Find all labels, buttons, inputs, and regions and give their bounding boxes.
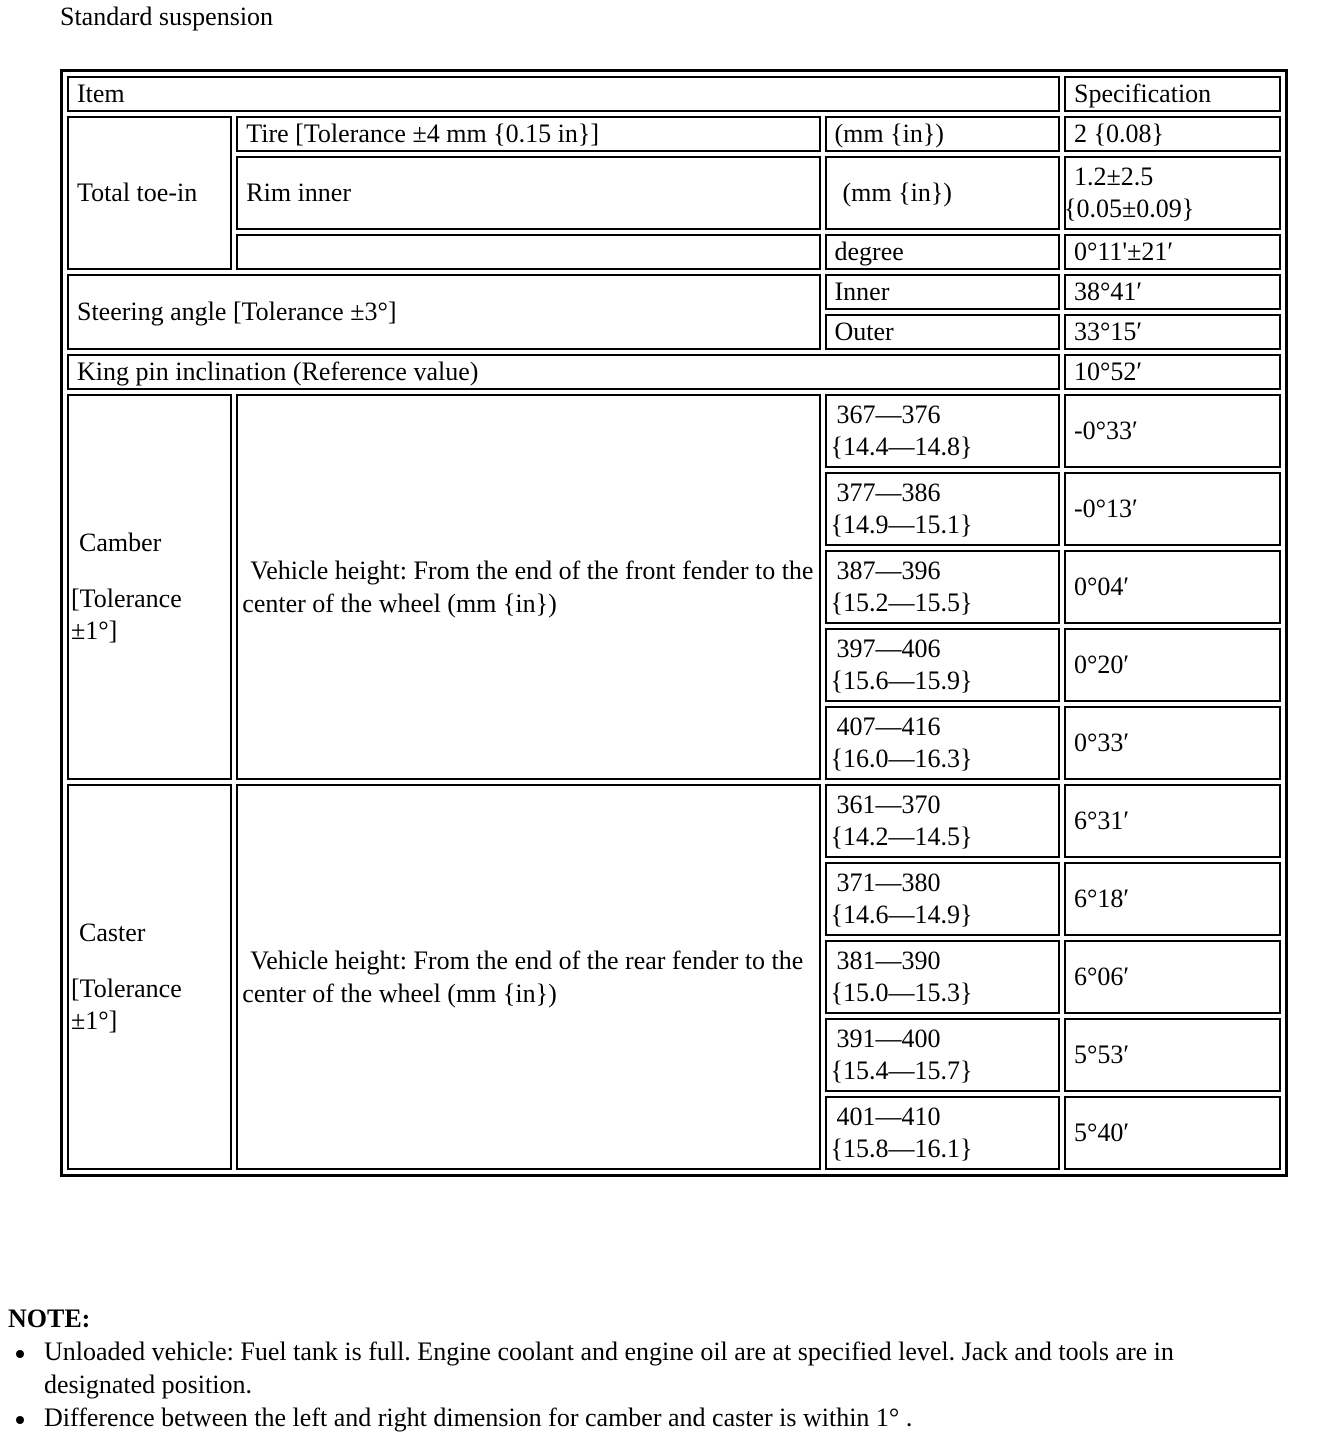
caster-spec: 6°06′ xyxy=(1064,940,1281,1014)
camber-height-mm: 407—416 xyxy=(836,712,941,741)
note-list xyxy=(8,1335,1194,1434)
table-row xyxy=(67,784,1281,858)
section-title: Standard suspension xyxy=(60,2,274,31)
camber-height-in: {15.2—15.5} xyxy=(830,588,973,617)
caster-height-mm: 381—390 xyxy=(836,946,941,975)
tire-spec: 2 {0.08} xyxy=(1064,116,1281,152)
steering-inner-spec: 38°41′ xyxy=(1064,274,1281,310)
caster-group xyxy=(67,784,1281,1170)
steering-inner-label: Inner xyxy=(825,274,1060,310)
camber-group xyxy=(67,394,1281,780)
caster-height-mm: 371—380 xyxy=(836,868,941,897)
caster-height-in: {14.2—14.5} xyxy=(830,822,973,851)
camber-spec: 0°20′ xyxy=(1064,628,1281,702)
rim-spec-line2: {0.05±0.09} xyxy=(1064,194,1195,223)
camber-spec: -0°13′ xyxy=(1064,472,1281,546)
degree-unit: degree xyxy=(825,234,1060,270)
rim-spec-line1: 1.2±2.5 xyxy=(1074,162,1154,191)
camber-height-mm: 367—376 xyxy=(836,400,941,429)
camber-spec: -0°33′ xyxy=(1064,394,1281,468)
steering-outer-label: Outer xyxy=(825,314,1060,350)
caster-height-mm: 391—400 xyxy=(836,1024,941,1053)
caster-tolerance: [Tolerance ±1°] xyxy=(71,974,182,1035)
note-section xyxy=(8,1302,1194,1434)
table-row xyxy=(67,394,1281,468)
table-row xyxy=(67,354,1281,390)
camber-tolerance: [Tolerance ±1°] xyxy=(71,584,182,645)
note-item: Difference between the left and right dimension for camber and caster is within 1° . xyxy=(44,1401,1194,1434)
caster-height-in: {14.6—14.9} xyxy=(830,900,973,929)
king-pin-label: King pin inclination (Reference value) xyxy=(67,354,1060,390)
tire-unit: (mm {in}) xyxy=(825,116,1060,152)
toe-in-label: Total toe-in xyxy=(67,116,232,270)
steering-outer-spec: 33°15′ xyxy=(1064,314,1281,350)
table-header-row xyxy=(67,76,1281,112)
caster-height-in: {15.4—15.7} xyxy=(830,1056,973,1085)
table-row xyxy=(67,274,1281,310)
camber-condition: Vehicle height: From the end of the front fender to the center of the wheel (mm {in}) xyxy=(236,394,820,780)
caster-spec: 5°53′ xyxy=(1064,1018,1281,1092)
camber-height-in: {14.4—14.8} xyxy=(830,432,973,461)
table-row xyxy=(67,234,1281,270)
camber-label: Camber xyxy=(79,528,162,557)
camber-spec: 0°33′ xyxy=(1064,706,1281,780)
caster-spec: 5°40′ xyxy=(1064,1096,1281,1170)
note-heading: NOTE: xyxy=(8,1304,91,1333)
caster-label: Caster xyxy=(79,918,146,947)
tire-item: Tire [Tolerance ±4 mm {0.15 in}] xyxy=(236,116,820,152)
table-row xyxy=(67,116,1281,152)
camber-height-in: {15.6—15.9} xyxy=(830,666,973,695)
camber-height-in: {14.9—15.1} xyxy=(830,510,973,539)
degree-spec: 0°11'±21′ xyxy=(1064,234,1281,270)
camber-spec: 0°04′ xyxy=(1064,550,1281,624)
caster-height-in: {15.0—15.3} xyxy=(830,978,973,1007)
suspension-spec-table xyxy=(60,69,1288,1177)
king-pin-spec: 10°52′ xyxy=(1064,354,1281,390)
header-item: Item xyxy=(67,76,1060,112)
steering-angle-label: Steering angle [Tolerance ±3°] xyxy=(67,274,821,350)
rim-unit: (mm {in}) xyxy=(825,156,1060,230)
caster-spec: 6°31′ xyxy=(1064,784,1281,858)
camber-height-in: {16.0—16.3} xyxy=(830,744,973,773)
camber-height-mm: 387—396 xyxy=(836,556,941,585)
caster-height-in: {15.8—16.1} xyxy=(830,1134,973,1163)
caster-condition: Vehicle height: From the end of the rear fender to the center of the wheel (mm {in}) xyxy=(236,784,820,1170)
table-row xyxy=(67,156,1281,230)
rim-item: Rim inner xyxy=(236,156,820,230)
caster-spec: 6°18′ xyxy=(1064,862,1281,936)
header-specification: Specification xyxy=(1064,76,1281,112)
empty-cell xyxy=(236,234,820,270)
note-item: Unloaded vehicle: Fuel tank is full. Engine coolant and engine oil are at specified level. Jack and tools are in designated position. xyxy=(44,1335,1194,1401)
camber-height-mm: 377—386 xyxy=(836,478,941,507)
caster-height-mm: 361—370 xyxy=(836,790,941,819)
caster-height-mm: 401—410 xyxy=(836,1102,941,1131)
camber-height-mm: 397—406 xyxy=(836,634,941,663)
